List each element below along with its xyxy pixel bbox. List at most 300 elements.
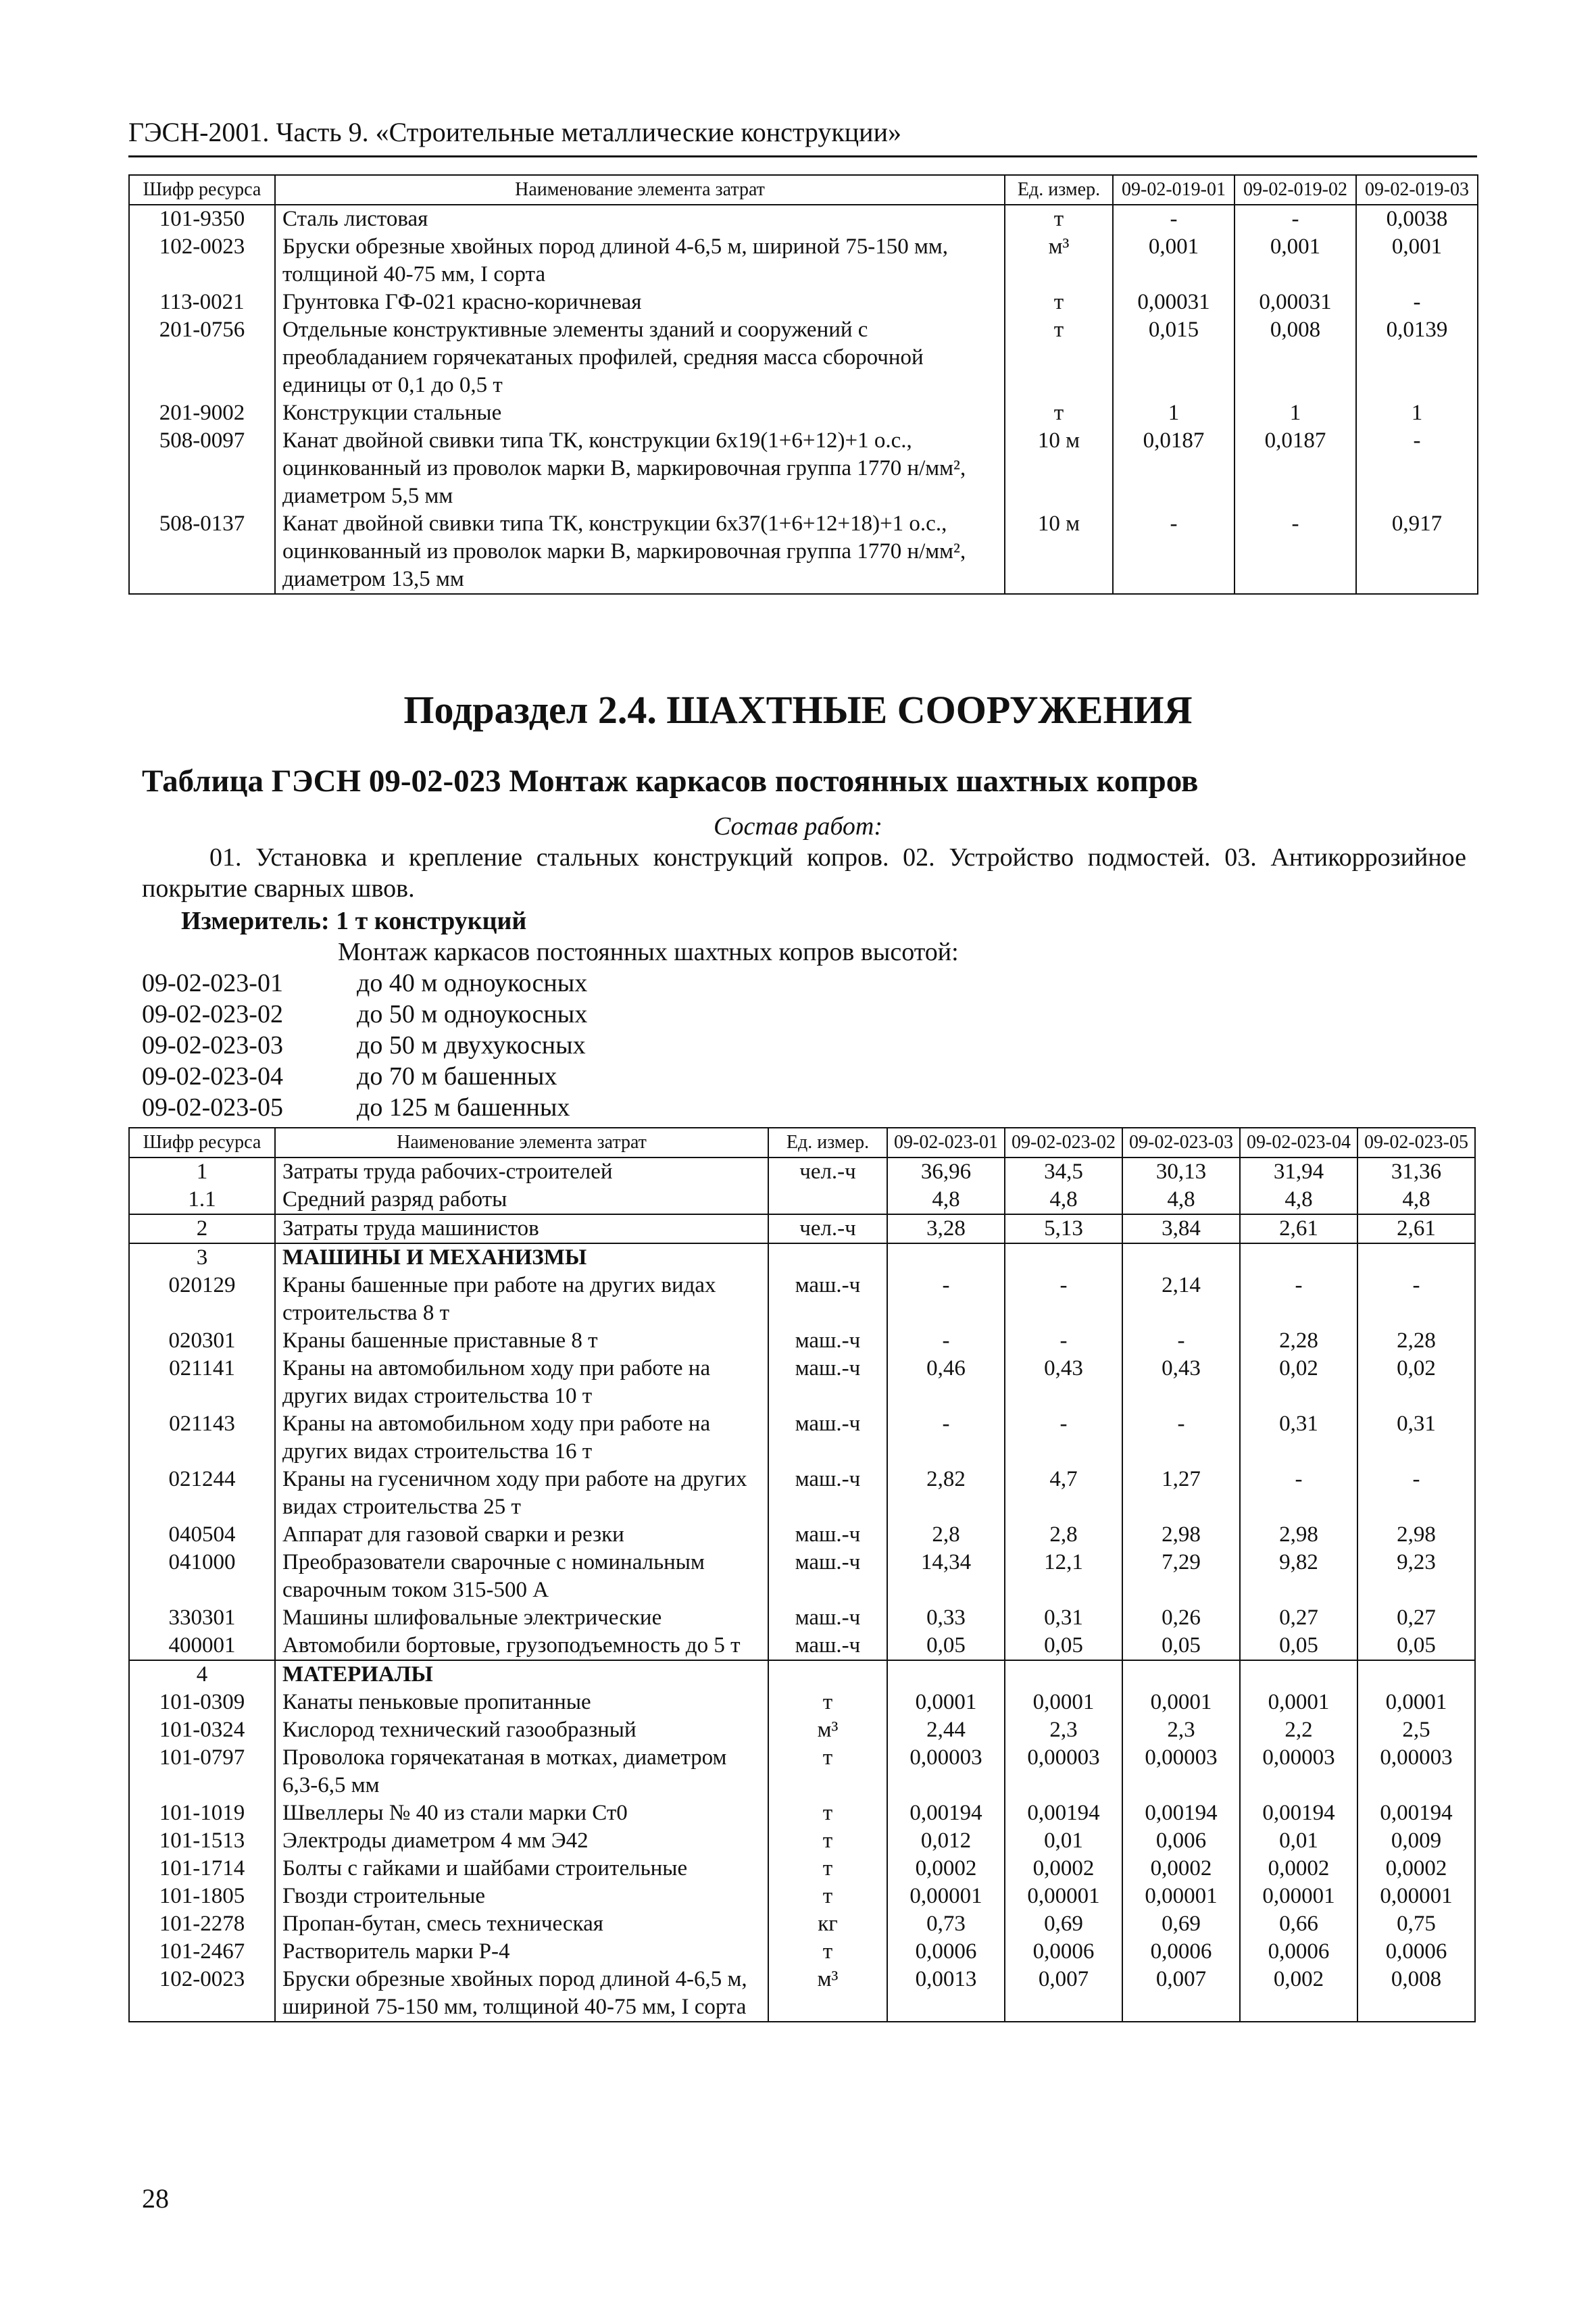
resource-name: Сталь листовая (275, 205, 1005, 233)
column-header: 09-02-023-02 (1005, 1128, 1122, 1158)
value: 0,43 (1122, 1355, 1240, 1410)
table-row (129, 1910, 1475, 1938)
resource-code: 040504 (129, 1521, 275, 1549)
value: 0,00001 (887, 1883, 1005, 1910)
resource-table-023 (128, 1127, 1476, 2022)
value: 1,27 (1122, 1466, 1240, 1521)
variant-description: до 125 м башенных (357, 1093, 570, 1122)
column-header: 09-02-023-05 (1357, 1128, 1475, 1158)
unit: маш.-ч (768, 1549, 887, 1604)
unit: 10 м (1005, 427, 1113, 510)
value: 5,13 (1005, 1214, 1122, 1243)
table-row (129, 1855, 1475, 1883)
value: 2,8 (1005, 1521, 1122, 1549)
table-row (129, 1604, 1475, 1632)
unit: т (768, 1855, 887, 1883)
variant-code: 09-02-023-03 (142, 1031, 283, 1060)
value: 0,0006 (887, 1938, 1005, 1966)
value: 0,00003 (887, 1744, 1005, 1799)
unit: чел.-ч (768, 1158, 887, 1186)
value: - (887, 1327, 1005, 1355)
value: 0,73 (887, 1910, 1005, 1938)
value: - (887, 1272, 1005, 1327)
column-header: 09-02-019-02 (1235, 175, 1356, 205)
resource-name: Краны на гусеничном ходу при работе на других видах строительства 25 т (275, 1466, 768, 1521)
resource-name: Гвозди строительные (275, 1883, 768, 1910)
value: 0,0187 (1235, 427, 1356, 510)
value: 0,0139 (1356, 316, 1478, 399)
table-row (129, 1938, 1475, 1966)
unit: т (768, 1744, 887, 1799)
value: - (1235, 205, 1356, 233)
value: 0,0001 (1240, 1689, 1357, 1716)
value: 7,29 (1122, 1549, 1240, 1604)
variant-code: 09-02-023-02 (142, 1000, 283, 1028)
column-header: Наименование элемента затрат (275, 1128, 768, 1158)
resource-code: 102-0023 (129, 1966, 275, 2022)
resource-name: Краны на автомобильном ходу при работе на других видах строительства 10 т (275, 1355, 768, 1410)
resource-code: 330301 (129, 1604, 275, 1632)
value: 0,0002 (1357, 1855, 1475, 1883)
resource-code: 113-0021 (129, 289, 275, 316)
resource-name: Проволока горячекатаная в мотках, диаметром 6,3-6,5 мм (275, 1744, 768, 1799)
table-row (129, 1355, 1475, 1410)
value: 2,44 (887, 1716, 1005, 1744)
value: 4,7 (1005, 1466, 1122, 1521)
unit: маш.-ч (768, 1604, 887, 1632)
value: 0,015 (1113, 316, 1235, 399)
value: 0,0002 (1005, 1855, 1122, 1883)
resource-code: 201-9002 (129, 399, 275, 427)
value (1005, 1660, 1122, 1689)
value: 2,2 (1240, 1716, 1357, 1744)
resource-name: Машины шлифовальные электрические (275, 1604, 768, 1632)
value: 2,61 (1240, 1214, 1357, 1243)
value: - (1113, 205, 1235, 233)
unit: маш.-ч (768, 1355, 887, 1410)
unit: 10 м (1005, 510, 1113, 594)
resource-name: Затраты труда рабочих-строителей (275, 1158, 768, 1186)
value: - (1357, 1466, 1475, 1521)
value: 14,34 (887, 1549, 1005, 1604)
unit: т (768, 1799, 887, 1827)
value: 0,009 (1357, 1827, 1475, 1855)
table-row (129, 1660, 1475, 1689)
table-row (129, 1744, 1475, 1799)
variant-item (142, 999, 587, 1030)
resource-name: Растворитель марки Р-4 (275, 1938, 768, 1966)
value: 0,02 (1357, 1355, 1475, 1410)
header-row (129, 175, 1478, 205)
value: 0,31 (1240, 1410, 1357, 1466)
variant-code: 09-02-023-05 (142, 1093, 283, 1122)
measure-unit: Измеритель: 1 т конструкций (181, 907, 527, 935)
variant-item (142, 1092, 570, 1123)
value (1240, 1243, 1357, 1272)
value (1357, 1243, 1475, 1272)
value: 0,0006 (1357, 1938, 1475, 1966)
value: 0,002 (1240, 1966, 1357, 2022)
value: 0,0001 (887, 1689, 1005, 1716)
variant-item (142, 968, 587, 999)
resource-name: Краны башенные при работе на других видах строительства 8 т (275, 1272, 768, 1327)
composition-label: Состав работ: (713, 812, 883, 841)
resource-code: 102-0023 (129, 233, 275, 289)
unit: т (768, 1689, 887, 1716)
table-row (129, 427, 1478, 510)
value: 0,0187 (1113, 427, 1235, 510)
table-row (129, 1827, 1475, 1855)
variant-description: до 40 м одноукосных (357, 969, 588, 997)
resource-name: Грунтовка ГФ-021 красно-коричневая (275, 289, 1005, 316)
value: 0,31 (1005, 1604, 1122, 1632)
value: - (1122, 1327, 1240, 1355)
value (1357, 1660, 1475, 1689)
value (1122, 1243, 1240, 1272)
value: 2,28 (1240, 1327, 1357, 1355)
resource-code: 2 (129, 1214, 275, 1243)
variants-intro: Монтаж каркасов постоянных шахтных копров высотой: (338, 938, 959, 966)
page-number: 28 (142, 2183, 169, 2214)
resource-name: Бруски обрезные хвойных пород длиной 4-6,5 м, шириной 75-150 мм, толщиной 40-75 мм, I сорта (275, 1966, 768, 2022)
value: 0,66 (1240, 1910, 1357, 1938)
value: - (1356, 427, 1478, 510)
column-header: 09-02-019-03 (1356, 175, 1478, 205)
unit: т (768, 1938, 887, 1966)
variant-item (142, 1061, 557, 1092)
value: - (1122, 1410, 1240, 1466)
value: 0,0006 (1122, 1938, 1240, 1966)
resource-name: Канаты пеньковые пропитанные (275, 1689, 768, 1716)
resource-name: Краны на автомобильном ходу при работе на других видах строительства 16 т (275, 1410, 768, 1466)
resource-code: 101-0309 (129, 1689, 275, 1716)
value: 2,14 (1122, 1272, 1240, 1327)
resource-code: 3 (129, 1243, 275, 1272)
column-header: Шифр ресурса (129, 175, 275, 205)
value: 0,00194 (1357, 1799, 1475, 1827)
value: 3,84 (1122, 1214, 1240, 1243)
value: 0,001 (1356, 233, 1478, 289)
value: 0,00194 (887, 1799, 1005, 1827)
value: 1 (1235, 399, 1356, 427)
value: 2,3 (1005, 1716, 1122, 1744)
resource-name: Пропан-бутан, смесь техническая (275, 1910, 768, 1938)
resource-name: Конструкции стальные (275, 399, 1005, 427)
resource-name: МАТЕРИАЛЫ (275, 1660, 768, 1689)
unit: маш.-ч (768, 1632, 887, 1660)
table-row (129, 510, 1478, 594)
value: 34,5 (1005, 1158, 1122, 1186)
resource-name: Канат двойной свивки типа ТК, конструкции 6х37(1+6+12+18)+1 о.с., оцинкованный из проволок марки В, маркировочная группа 1770 н/мм², диаметром 13,5 мм (275, 510, 1005, 594)
value: 0,0006 (1240, 1938, 1357, 1966)
resource-code: 101-1714 (129, 1855, 275, 1883)
column-header: Шифр ресурса (129, 1128, 275, 1158)
value: 31,94 (1240, 1158, 1357, 1186)
value: 0,0038 (1356, 205, 1478, 233)
value: 0,001 (1235, 233, 1356, 289)
value: 0,00031 (1113, 289, 1235, 316)
value: 2,8 (887, 1521, 1005, 1549)
unit: маш.-ч (768, 1410, 887, 1466)
value: 0,00003 (1240, 1744, 1357, 1799)
table-row (129, 1158, 1475, 1186)
table-row (129, 1272, 1475, 1327)
value: 9,82 (1240, 1549, 1357, 1604)
unit: чел.-ч (768, 1214, 887, 1243)
column-header: Наименование элемента затрат (275, 175, 1005, 205)
unit: маш.-ч (768, 1521, 887, 1549)
resource-name: Болты с гайками и шайбами строительные (275, 1855, 768, 1883)
resource-code: 021143 (129, 1410, 275, 1466)
value: 0,33 (887, 1604, 1005, 1632)
table-row (129, 1632, 1475, 1660)
resource-name: Аппарат для газовой сварки и резки (275, 1521, 768, 1549)
value: 2,82 (887, 1466, 1005, 1521)
resource-name: Затраты труда машинистов (275, 1214, 768, 1243)
value: - (1356, 289, 1478, 316)
resource-code: 101-2467 (129, 1938, 275, 1966)
value: 2,98 (1357, 1521, 1475, 1549)
resource-name: Краны башенные приставные 8 т (275, 1327, 768, 1355)
value: 12,1 (1005, 1549, 1122, 1604)
value: 0,00194 (1122, 1799, 1240, 1827)
value: - (1113, 510, 1235, 594)
value: 36,96 (887, 1158, 1005, 1186)
value: 0,008 (1235, 316, 1356, 399)
resource-name: Кислород технический газообразный (275, 1716, 768, 1744)
value: - (1240, 1466, 1357, 1521)
resource-code: 4 (129, 1660, 275, 1689)
value: 0,69 (1005, 1910, 1122, 1938)
value: 2,98 (1122, 1521, 1240, 1549)
value: 0,001 (1113, 233, 1235, 289)
value: 30,13 (1122, 1158, 1240, 1186)
table-row (129, 233, 1478, 289)
value: 0,00003 (1005, 1744, 1122, 1799)
value: - (887, 1410, 1005, 1466)
unit: т (1005, 316, 1113, 399)
table-row (129, 316, 1478, 399)
value: 0,27 (1357, 1604, 1475, 1632)
value: - (1005, 1272, 1122, 1327)
value: - (1005, 1410, 1122, 1466)
resource-name: Средний разряд работы (275, 1186, 768, 1214)
table-row (129, 1521, 1475, 1549)
value: 2,3 (1122, 1716, 1240, 1744)
value: 0,0001 (1005, 1689, 1122, 1716)
resource-code: 1.1 (129, 1186, 275, 1214)
column-header: 09-02-023-04 (1240, 1128, 1357, 1158)
unit: маш.-ч (768, 1272, 887, 1327)
resource-code: 021141 (129, 1355, 275, 1410)
value: 0,05 (887, 1632, 1005, 1660)
table-row (129, 1966, 1475, 2022)
value: 9,23 (1357, 1549, 1475, 1604)
value: 0,00001 (1122, 1883, 1240, 1910)
value: 4,8 (1240, 1186, 1357, 1214)
value: 0,75 (1357, 1910, 1475, 1938)
unit: т (1005, 205, 1113, 233)
value: 0,0002 (887, 1855, 1005, 1883)
unit (768, 1243, 887, 1272)
value: 0,00001 (1357, 1883, 1475, 1910)
table-row (129, 289, 1478, 316)
resource-name: Бруски обрезные хвойных пород длиной 4-6,5 м, шириной 75-150 мм, толщиной 40-75 мм, I сорта (275, 233, 1005, 289)
value: - (1005, 1327, 1122, 1355)
variant-description: до 50 м двухукосных (357, 1031, 586, 1060)
value: 0,0001 (1357, 1689, 1475, 1716)
value: - (1357, 1272, 1475, 1327)
column-header: 09-02-019-01 (1113, 175, 1235, 205)
value: 2,5 (1357, 1716, 1475, 1744)
unit: т (1005, 399, 1113, 427)
value: 2,98 (1240, 1521, 1357, 1549)
unit: т (1005, 289, 1113, 316)
value: 0,012 (887, 1827, 1005, 1855)
value: 4,8 (887, 1186, 1005, 1214)
value (1005, 1243, 1122, 1272)
resource-name: Преобразователи сварочные с номинальным сварочным током 315-500 А (275, 1549, 768, 1604)
resource-code: 020301 (129, 1327, 275, 1355)
value: 0,43 (1005, 1355, 1122, 1410)
resource-code: 508-0137 (129, 510, 275, 594)
unit: кг (768, 1910, 887, 1938)
column-header: 09-02-023-03 (1122, 1128, 1240, 1158)
resource-name: Канат двойной свивки типа ТК, конструкции 6х19(1+6+12)+1 о.с., оцинкованный из проволок марки В, маркировочная группа 1770 н/мм², диаметром 5,5 мм (275, 427, 1005, 510)
resource-table-019 (128, 174, 1478, 595)
value: 0,00003 (1357, 1744, 1475, 1799)
value: 31,36 (1357, 1158, 1475, 1186)
value: 0,01 (1240, 1827, 1357, 1855)
unit: м³ (768, 1966, 887, 2022)
resource-name: Швеллеры № 40 из стали марки Ст0 (275, 1799, 768, 1827)
table-row (129, 1186, 1475, 1214)
value: 0,0013 (887, 1966, 1005, 2022)
value: 0,01 (1005, 1827, 1122, 1855)
value: 0,007 (1005, 1966, 1122, 2022)
value: 0,0002 (1122, 1855, 1240, 1883)
table-row (129, 1689, 1475, 1716)
table-row (129, 1410, 1475, 1466)
variant-code: 09-02-023-01 (142, 969, 283, 997)
column-header: Ед. измер. (1005, 175, 1113, 205)
value: 4,8 (1122, 1186, 1240, 1214)
value: - (1235, 510, 1356, 594)
value: 0,00031 (1235, 289, 1356, 316)
resource-name: МАШИНЫ И МЕХАНИЗМЫ (275, 1243, 768, 1272)
table-row (129, 1799, 1475, 1827)
value: 0,05 (1240, 1632, 1357, 1660)
value: 0,00001 (1240, 1883, 1357, 1910)
table-row (129, 399, 1478, 427)
value: 0,007 (1122, 1966, 1240, 2022)
table-row (129, 1214, 1475, 1243)
table-row (129, 205, 1478, 233)
value: 0,27 (1240, 1604, 1357, 1632)
resource-code: 1 (129, 1158, 275, 1186)
resource-code: 201-0756 (129, 316, 275, 399)
header-row (129, 1128, 1475, 1158)
value: 2,28 (1357, 1327, 1475, 1355)
unit (768, 1660, 887, 1689)
resource-name: Автомобили бортовые, грузоподъемность до 5 т (275, 1632, 768, 1660)
value: 0,00001 (1005, 1883, 1122, 1910)
value: 0,46 (887, 1355, 1005, 1410)
unit: маш.-ч (768, 1466, 887, 1521)
table-row (129, 1243, 1475, 1272)
unit: т (768, 1827, 887, 1855)
value (887, 1660, 1005, 1689)
resource-code: 101-1019 (129, 1799, 275, 1827)
subsection-title: Подраздел 2.4. ШАХТНЫЕ СООРУЖЕНИЯ (403, 688, 1193, 732)
table-row (129, 1549, 1475, 1604)
value: 2,61 (1357, 1214, 1475, 1243)
value: 0,008 (1357, 1966, 1475, 2022)
value: 0,05 (1122, 1632, 1240, 1660)
table-title: Таблица ГЭСН 09-02-023 Монтаж каркасов постоянных шахтных копров (142, 764, 1199, 799)
variant-item (142, 1030, 586, 1061)
value: 4,8 (1357, 1186, 1475, 1214)
column-header: 09-02-023-01 (887, 1128, 1005, 1158)
resource-code: 101-9350 (129, 205, 275, 233)
resource-code: 101-1513 (129, 1827, 275, 1855)
resource-code: 101-0324 (129, 1716, 275, 1744)
variant-description: до 50 м одноукосных (357, 1000, 588, 1028)
value: 0,006 (1122, 1827, 1240, 1855)
resource-code: 041000 (129, 1549, 275, 1604)
variant-code: 09-02-023-04 (142, 1062, 283, 1091)
column-header: Ед. измер. (768, 1128, 887, 1158)
value (1122, 1660, 1240, 1689)
table-row (129, 1327, 1475, 1355)
value: 4,8 (1005, 1186, 1122, 1214)
resource-code: 101-2278 (129, 1910, 275, 1938)
value: 0,917 (1356, 510, 1478, 594)
resource-code: 101-0797 (129, 1744, 275, 1799)
value: 3,28 (887, 1214, 1005, 1243)
value: 0,02 (1240, 1355, 1357, 1410)
unit: маш.-ч (768, 1327, 887, 1355)
table-row (129, 1716, 1475, 1744)
resource-name: Отдельные конструктивные элементы зданий и сооружений с преобладанием горячекатаных профилей, средняя масса сборочной единицы от 0,1 до 0,5 т (275, 316, 1005, 399)
resource-code: 021244 (129, 1466, 275, 1521)
value: 0,05 (1005, 1632, 1122, 1660)
resource-code: 400001 (129, 1632, 275, 1660)
value: 1 (1356, 399, 1478, 427)
value: - (1240, 1272, 1357, 1327)
value: 0,00194 (1005, 1799, 1122, 1827)
value (1240, 1660, 1357, 1689)
resource-code: 020129 (129, 1272, 275, 1327)
variant-description: до 70 м башенных (357, 1062, 557, 1091)
table-row (129, 1883, 1475, 1910)
value: 0,00194 (1240, 1799, 1357, 1827)
running-header: ГЭСН-2001. Часть 9. «Строительные металлические конструкции» (128, 116, 1477, 157)
unit: м³ (768, 1716, 887, 1744)
resource-code: 508-0097 (129, 427, 275, 510)
value: 0,00003 (1122, 1744, 1240, 1799)
value: 0,05 (1357, 1632, 1475, 1660)
value: 1 (1113, 399, 1235, 427)
value: 0,26 (1122, 1604, 1240, 1632)
value: 0,31 (1357, 1410, 1475, 1466)
value: 0,0002 (1240, 1855, 1357, 1883)
unit (768, 1186, 887, 1214)
value: 0,69 (1122, 1910, 1240, 1938)
unit: т (768, 1883, 887, 1910)
operations-text: 01. Установка и крепление стальных конструкций копров. 02. Устройство подмостей. 03. Антикоррозийное покрытие сварных швов. (142, 843, 1466, 903)
resource-name: Электроды диаметром 4 мм Э42 (275, 1827, 768, 1855)
